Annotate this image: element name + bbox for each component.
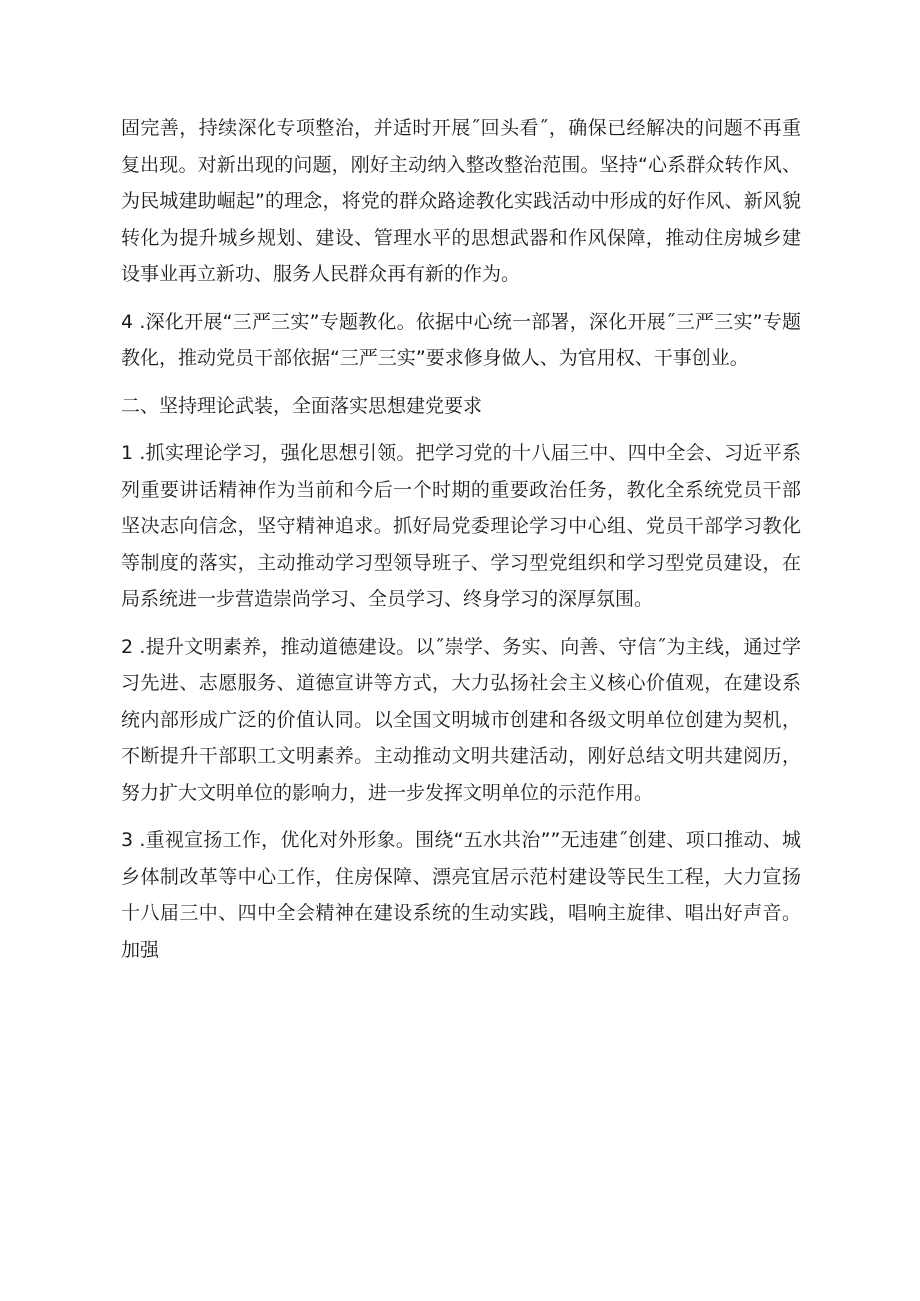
paragraph-item-1: 1 .抓实理论学习，强化思想引领。把学习党的十八届三中、四中全会、习近平系列重要讲话精神作为当前和今后一个时期的重要政治任务，教化全系统党员干部坚决志向信念，坚守精神追求。抓好局党委理论学习中心组、党员干部学习教化等制度的落实，主动推动学习型领导班子、学习型党组织和学习型党员建设，在局系统进一步营造崇尚学习、全员学习、终身学习的深厚氛围。	[121, 442, 801, 610]
paragraph-item-4: 4 .深化开展“三严三实”专题教化。依据中心统一部署，深化开展˝三严三实”专题教化，推动党员干部依据“三严三实”要求修身做人、为官用权、干事创业。	[121, 310, 801, 369]
paragraph-continuation: 固完善，持续深化专项整治，并适时开展˝回头看˝，确保已经解决的问题不再重复出现。对新出现的问题，刚好主动纳入整改整治范围。坚持“心系群众转作风、为民城建助崛起”的理念，将党的群众路途教化实践活动中形成的好作风、新风貌转化为提升城乡规划、建设、管理水平的思想武器和作风保障，推动住房城乡建设事业再立新功、服务人民群众再有新的作为。	[121, 117, 801, 285]
section-heading-2: 二、坚持理论武装，全面落实思想建党要求	[121, 394, 483, 417]
paragraph-item-2: 2 .提升文明素养，推动道德建设。以˝崇学、务实、向善、守信˝为主线，通过学习先进、志愿服务、道德宣讲等方式，大力弘扬社会主义核心价值观，在建设系统内部形成广泛的价值认同。以全国文明城市创建和各级文明单位创建为契机，不断提升干部职工文明素养。主动推动文明共建活动，刚好总结文明共建阅历，努力扩大文明单位的影响力，进一步发挥文明单位的示范作用。	[121, 635, 801, 804]
paragraph-item-3: 3 .重视宣扬工作，优化对外形象。围绕“五水共治””无违建˝创建、项口推动、城乡体制改革等中心工作，住房保障、漂亮宜居示范村建设等民生工程，大力宣扬十八届三中、四中全会精神在建设系统的生动实践，唱响主旋律、唱出好声音。加强	[121, 829, 801, 961]
document-body	[121, 110, 801, 979]
